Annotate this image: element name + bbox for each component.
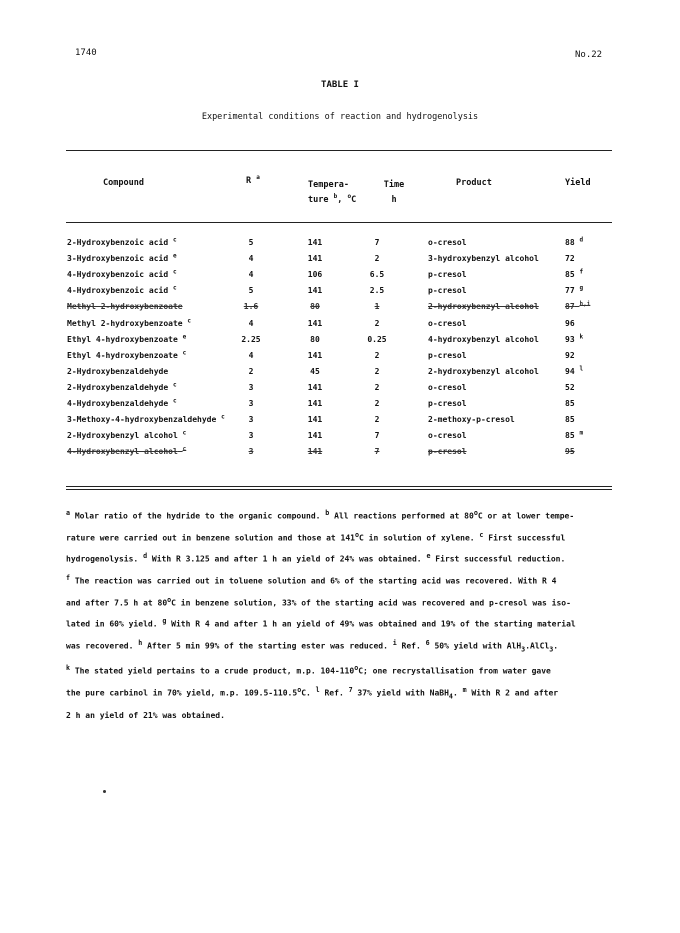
col-header-yield: Yield — [565, 178, 591, 188]
cell-yield: 92 — [565, 350, 575, 360]
cell-product: 4-hydroxybenzyl alcohol — [428, 334, 539, 344]
cell-yield: 93 $^k$ — [565, 332, 584, 344]
col-header-product: Product — [456, 178, 492, 188]
table-row — [0, 431, 680, 447]
cell-temperature: 80 — [310, 334, 320, 344]
table-top-rule — [66, 150, 612, 151]
table-row — [0, 238, 680, 254]
footnote-line: the pure carbinol in 70% yield, m.p. 109.5-110.5$^o$C. $^l$ Ref. $^7$ 37% yield with NaBH$_4$. $^m$ With R 2 and after — [66, 685, 559, 701]
table-row — [0, 383, 680, 399]
cell-compound: Methyl 2-hydroxybenzoate $^c$ — [67, 316, 192, 328]
cell-temperature: 141 — [307, 318, 323, 328]
table-row — [0, 332, 680, 351]
footnote-line: was recovered. $^h$ After 5 min 99% of the starting ester was reduced. $^i$ Ref. $^6$ 50% yield with AlH$_3$.AlCl$_3$. — [66, 638, 559, 654]
footnote-line: rature were carried out in benzene solution and those at 141$^o$C in solution of xylene. $^c$ First successful — [66, 530, 566, 543]
cell-product: p-cresol — [428, 399, 467, 408]
cell-yield: 52 — [565, 382, 575, 392]
cell-r: 3 — [248, 382, 254, 392]
cell-yield: 96 — [565, 318, 575, 328]
cell-r: 3 — [248, 399, 254, 408]
cell-product: p-cresol — [428, 286, 467, 296]
footnote-line: $^f$ The reaction was carried out in toluene solution and 6% of the starting acid was recovered. With R 4 — [66, 573, 557, 586]
cell-temperature: 141 — [307, 431, 323, 441]
cell-compound: 2-Hydroxybenzaldehyde $^c$ — [67, 381, 177, 392]
cell-yield: 88 $^d$ — [565, 236, 584, 247]
cell-temperature: 141 — [307, 254, 323, 264]
cell-compound: 3-Hydroxybenzoic acid $^e$ — [67, 252, 177, 264]
footnote-line: 2 h an yield of 21% was obtained. — [66, 711, 225, 721]
cell-time: 7 — [374, 431, 380, 441]
cell-yield: 77 $^g$ — [565, 284, 584, 296]
cell-product: o-cresol — [428, 318, 467, 328]
cell-compound: Methyl 2-hydroxybenzoate — [67, 302, 183, 312]
footnote-line: hydrogenolysis. $^d$ With R 3.125 and after 1 h an yield of 24% was obtained. $^e$ First successful reduction. — [66, 552, 566, 564]
cell-temperature: 80 — [310, 302, 320, 312]
table-row — [0, 415, 680, 431]
cell-time: 7 — [374, 238, 380, 247]
cell-temperature: 141 — [307, 447, 323, 457]
table-row — [0, 367, 680, 383]
table-bottom-rule-2 — [66, 489, 612, 490]
footnote-line: $^k$ The stated yield pertains to a crude product, m.p. 104-110$^o$C; one recrystallisation from water gave — [66, 664, 551, 676]
cell-compound: 2-Hydroxybenzyl alcohol $^c$ — [67, 429, 187, 441]
cell-r: 4 — [248, 270, 254, 280]
cell-product: o-cresol — [428, 431, 467, 441]
cell-time: 2 — [374, 382, 380, 392]
cell-compound: 3-Methoxy-4-hydroxybenzaldehyde $^c$ — [67, 413, 225, 425]
cell-temperature: 141 — [307, 382, 323, 392]
col-header-time: Time h — [383, 180, 405, 205]
footnote-line: lated in 60% yield. $^g$ With R 4 and after 1 h an yield of 49% was obtained and 19% of the starting material — [66, 617, 576, 629]
cell-compound: 2-Hydroxybenzaldehyde — [67, 366, 169, 376]
cell-product: p-cresol — [428, 350, 467, 360]
cell-time: 2 — [374, 254, 380, 264]
cell-compound: Ethyl 4-hydroxybenzoate $^e$ — [67, 332, 187, 344]
cell-compound: 4-Hydroxybenzoic acid $^c$ — [67, 268, 177, 280]
cell-product: 3-hydroxybenzyl alcohol — [428, 254, 539, 264]
cell-product: 2-methoxy-p-cresol — [428, 415, 515, 425]
cell-compound: 4-Hydroxybenzoic acid $^c$ — [67, 284, 177, 296]
cell-temperature: 141 — [307, 415, 323, 425]
cell-temperature: 141 — [307, 238, 323, 247]
cell-yield: 85 — [565, 399, 575, 408]
cell-r: 4 — [248, 350, 254, 360]
cell-temperature: 106 — [307, 270, 323, 280]
cell-r: 5 — [248, 238, 254, 247]
cell-product: 2-hydroxybenzyl alcohol — [428, 302, 539, 312]
cell-compound: Ethyl 4-hydroxybenzoate $^c$ — [67, 349, 187, 360]
table-row — [0, 286, 680, 302]
page-number: 1740 — [75, 48, 97, 58]
cell-temperature: 45 — [310, 366, 320, 376]
table-footnotes — [66, 504, 614, 725]
cell-product: o-cresol — [428, 238, 467, 247]
cell-r: 2 — [248, 366, 254, 376]
cell-yield: 94 $^l$ — [565, 365, 584, 376]
cell-compound: 2-Hydroxybenzoic acid $^c$ — [67, 236, 177, 247]
cell-time: 2 — [374, 399, 380, 408]
table-row — [0, 270, 680, 286]
table-caption: Experimental conditions of reaction and hydrogenolysis — [201, 112, 479, 122]
cell-product: o-cresol — [428, 382, 467, 392]
cell-temperature: 141 — [307, 286, 323, 296]
cell-time: 2 — [374, 318, 380, 328]
cell-r: 3 — [248, 431, 254, 441]
cell-compound: 4-Hydroxybenzyl alcohol $^c$ — [67, 445, 187, 457]
cell-product: 2-hydroxybenzyl alcohol — [428, 366, 539, 376]
cell-yield: 85 — [565, 415, 575, 425]
table-bottom-rule — [66, 486, 612, 487]
cell-temperature: 141 — [307, 350, 323, 360]
cell-yield: 85 $^m$ — [565, 429, 584, 441]
cell-time: 0.25 — [367, 334, 387, 344]
cell-time: 2 — [374, 415, 380, 425]
cell-temperature: 141 — [307, 399, 323, 408]
cell-time: 2 — [374, 350, 380, 360]
cell-r: 1.6 — [243, 302, 259, 312]
cell-yield: 87 $^{h,i}$ — [565, 300, 591, 312]
cell-compound: 4-Hydroxybenzaldehyde $^c$ — [67, 397, 177, 408]
table-row — [0, 351, 680, 367]
cell-time: 7 — [374, 447, 380, 457]
table-row — [0, 316, 680, 335]
table-row — [0, 399, 680, 415]
table-row — [0, 254, 680, 270]
cell-time: 2.5 — [369, 286, 385, 296]
col-header-temperature: Tempera- ture $^b$, $^o$C — [308, 180, 357, 205]
cell-time: 1 — [374, 302, 380, 312]
cell-r: 3 — [248, 415, 254, 425]
cell-product: p-cresol — [428, 270, 467, 280]
table-row — [0, 447, 680, 463]
cell-product: p-cresol — [428, 447, 467, 457]
cell-yield: 72 — [565, 254, 575, 264]
cell-r: 3 — [248, 447, 254, 457]
cell-yield: 85 $^f$ — [565, 268, 584, 280]
table-header-rule — [66, 222, 612, 223]
cell-r: 5 — [248, 286, 254, 296]
page-speck — [103, 790, 106, 793]
cell-r: 4 — [248, 254, 254, 264]
journal-issue: No.22 — [575, 50, 603, 60]
col-header-r: R $^a$ — [246, 174, 260, 186]
cell-r: 4 — [248, 318, 254, 328]
cell-r: 2.25 — [241, 334, 261, 344]
cell-yield: 95 — [565, 447, 575, 457]
cell-time: 6.5 — [369, 270, 385, 280]
footnote-line: and after 7.5 h at 80$^o$C in benzene solution, 33% of the starting acid was recovered and p-cresol was iso- — [66, 595, 571, 608]
table-title: TABLE I — [321, 80, 359, 90]
footnote-line: $^a$ Molar ratio of the hydride to the organic compound. $^b$ All reactions performed at 80$^o$C or at lower tempe- — [66, 509, 575, 521]
cell-time: 2 — [374, 366, 380, 376]
table-row — [0, 302, 680, 318]
col-header-compound: Compound — [103, 178, 144, 188]
